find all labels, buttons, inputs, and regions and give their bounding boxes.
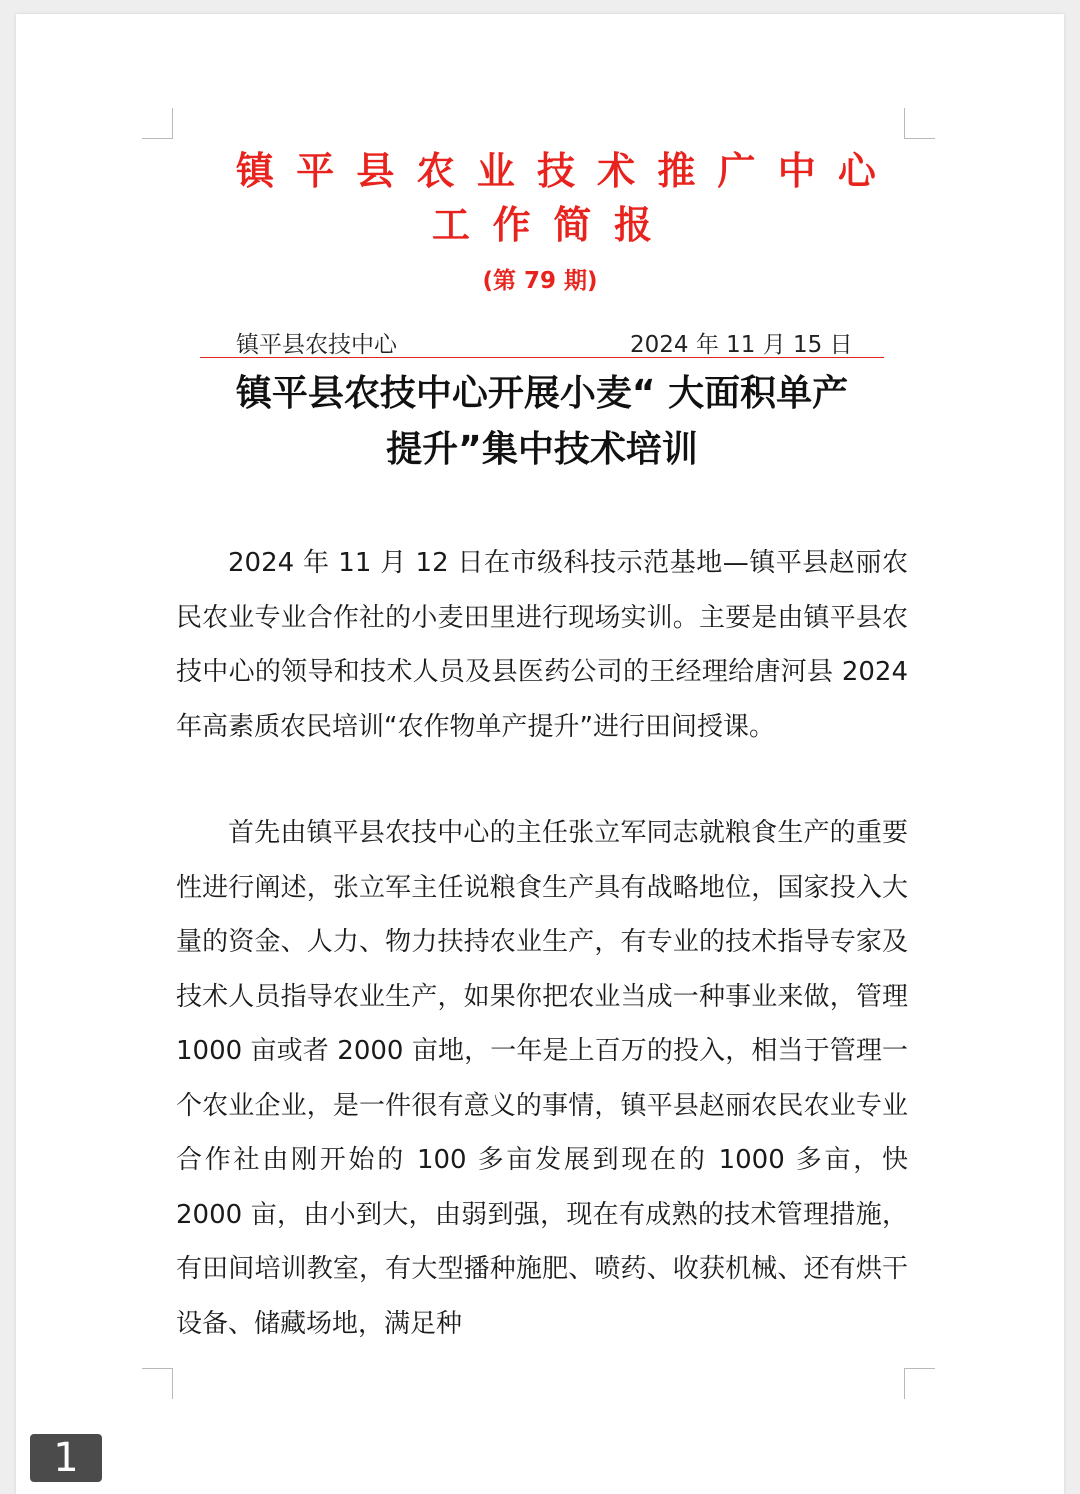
- issuing-org: 镇平县农技中心: [236, 332, 397, 358]
- page-number-badge: 1: [30, 1434, 102, 1482]
- header-char: 作: [492, 203, 531, 247]
- issue-number: (第 79 期): [482, 268, 598, 294]
- document-page: [16, 14, 1064, 1494]
- header-char: 农: [416, 149, 455, 193]
- header-char: 报: [613, 203, 652, 247]
- header-divider: [200, 357, 884, 358]
- crop-mark-top-right: [904, 108, 935, 139]
- header-char: 中: [777, 149, 816, 193]
- body-paragraph-1: 2024 年 11 月 12 日在市级科技示范基地—镇平县赵丽农民农业专业合作社的小麦田里进行现场实训。主要是由镇平县农技中心的领导和技术人员及县医药公司的王经理给唐河县 2024 年高素质农民培训“农作物单产提升”进行田间授课。: [176, 548, 908, 742]
- crop-mark-top-left: [142, 108, 173, 139]
- header-char: 广: [717, 149, 756, 193]
- header-char: 工: [432, 203, 471, 247]
- header-char: 推: [657, 149, 696, 193]
- article-title-line1: 镇平县农技中心开展小麦“ 大面积单产: [235, 373, 849, 414]
- header-char: 镇: [236, 149, 275, 193]
- header-char: 简: [553, 203, 592, 247]
- crop-mark-bottom-right: [904, 1368, 935, 1399]
- header-char: 心: [837, 149, 876, 193]
- header-org-name: [236, 146, 876, 196]
- issue-date: 2024 年 11 月 15 日: [630, 332, 853, 358]
- article-title-line2: 提升”集中技术培训: [386, 429, 698, 470]
- body-paragraph-2: 首先由镇平县农技中心的主任张立军同志就粮食生产的重要性进行阐述，张立军主任说粮食生产具有战略地位，国家投入大量的资金、人力、物力扶持农业生产，有专业的技术指导专家及技术人员指导农业生产，如果你把农业当成一种事业来做，管理 1000 亩或者 2000 亩地，一年是上百万的投入，相当于管理一个农业企业，是一件很有意义的事情，镇平县赵丽农民农业专业合作社由刚开始的 100 多亩发展到现在的 1000 多亩，快 2000 亩，由小到大，由弱到强，现在有成熟的技术管理措施，有田间培训教室，有大型播种施肥、喷药、收获机械、还有烘干设备、储藏场地，满足种: [176, 818, 908, 1339]
- crop-mark-bottom-left: [142, 1368, 173, 1399]
- header-char: 术: [597, 149, 636, 193]
- header-char: 平: [296, 149, 335, 193]
- header-bulletin-name: [432, 200, 652, 250]
- header-char: 业: [476, 149, 515, 193]
- article-title: [196, 366, 888, 478]
- header-char: 技: [536, 149, 575, 193]
- header-char: 县: [356, 149, 395, 193]
